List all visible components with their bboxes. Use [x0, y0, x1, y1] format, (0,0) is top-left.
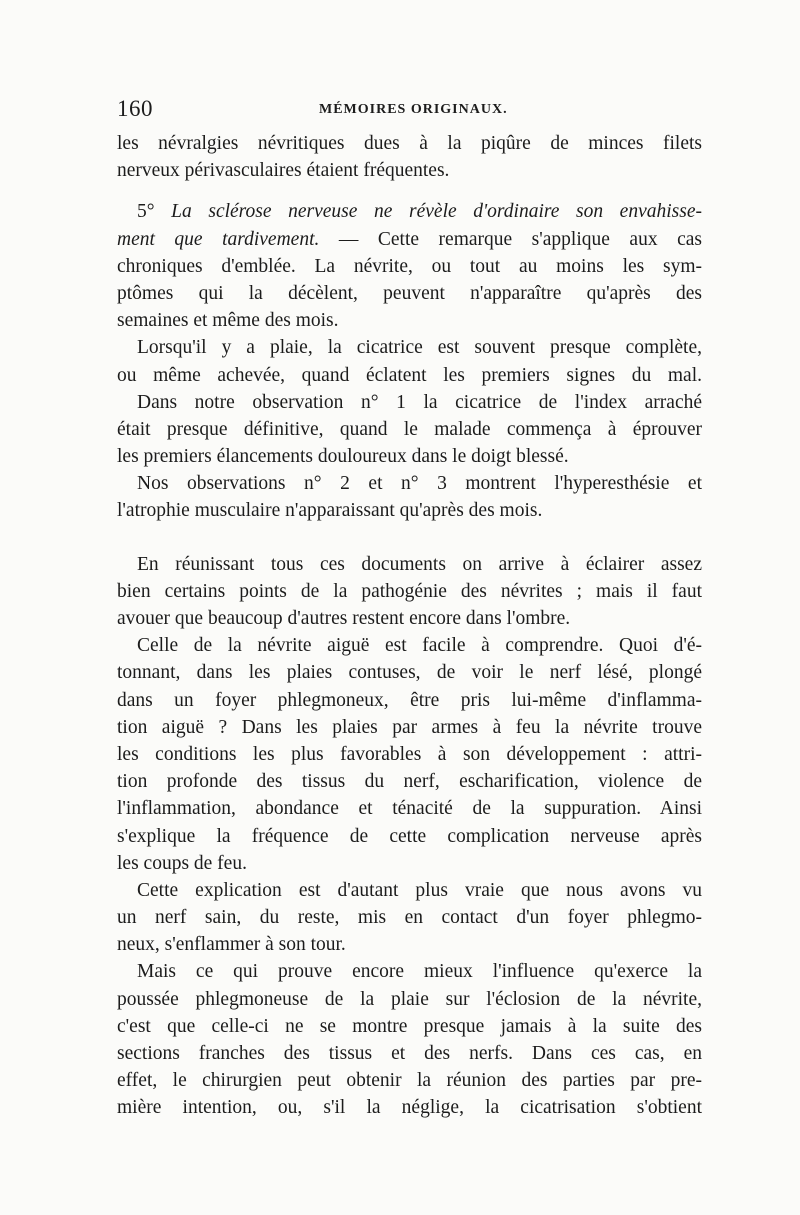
text-line: Celle de la névrite aiguë est facile à comprendre. Quoi d'é- — [137, 635, 702, 657]
text-line: nerveux périvasculaires étaient fréquentes. — [117, 160, 450, 182]
text-line: les névralgies névritiques dues à la piqûre de minces filets — [117, 133, 702, 154]
text-line: mière intention, ou, s'il la néglige, la cicatrisation s'obtient — [117, 1097, 702, 1119]
text-line: chroniques d'emblée. La névrite, ou tout au moins les sym- — [117, 255, 702, 277]
text-line: les conditions les plus favorables à son développement : attri- — [117, 743, 702, 765]
text-line: semaines et même des mois. — [117, 310, 339, 332]
text-line: tonnant, dans les plaies contuses, de voir le nerf lésé, plongé — [117, 662, 702, 684]
point-heading-end: ment que tardivement. — [117, 228, 320, 250]
text-line: les coups de feu. — [117, 852, 247, 874]
text-line: Dans notre observation n° 1 la cicatrice de l'index arraché — [137, 391, 702, 413]
page-number: 160 — [117, 96, 153, 121]
text-line: tion profonde des tissus du nerf, escharification, violence de — [117, 771, 702, 793]
text-line: avouer que beaucoup d'autres restent encore dans l'ombre. — [117, 608, 571, 629]
text-line: les premiers élancements douloureux dans le doigt blessé. — [117, 446, 569, 468]
point-heading: La sclérose nerveuse ne révèle d'ordinaire son envahisse- — [171, 201, 702, 223]
text-line: Lorsqu'il y a plaie, la cicatrice est souvent presque complète, — [137, 337, 702, 359]
point-number: 5° — [137, 201, 172, 223]
point-text: — Cette remarque s'applique aux cas — [319, 228, 702, 250]
page-header — [117, 96, 702, 126]
text-line: dans un foyer phlegmoneux, être pris lui-même d'inflamma- — [117, 689, 702, 711]
text-line: tion aiguë ? Dans les plaies par armes à feu la névrite trouve — [117, 716, 702, 738]
text-line: bien certains points de la pathogénie des névrites ; mais il faut — [117, 580, 702, 602]
text-line — [117, 198, 702, 225]
text-line: un nerf sain, du reste, mis en contact d'un foyer phlegmo- — [117, 907, 702, 929]
paragraph-gap — [117, 184, 702, 198]
text-line: c'est que celle-ci ne se montre presque jamais à la suite des — [117, 1015, 702, 1037]
text-line: neux, s'enflammer à son tour. — [117, 934, 346, 956]
text-line: Nos observations n° 2 et n° 3 montrent l'hyperesthésie et — [137, 473, 702, 495]
text-line: Cette explication est d'autant plus vraie que nous avons vu — [137, 879, 702, 901]
text-line: poussée phlegmoneuse de la plaie sur l'éclosion de la névrite, — [117, 988, 702, 1010]
text-line: sections franches des tissus et des nerfs. Dans ces cas, en — [117, 1043, 702, 1064]
text-line: l'inflammation, abondance et ténacité de la suppuration. Ainsi — [117, 798, 702, 820]
body-text — [117, 130, 702, 1122]
text-line: l'atrophie musculaire n'apparaissant qu'après des mois. — [117, 500, 543, 522]
text-line: En réunissant tous ces documents on arrive à éclairer assez — [137, 553, 702, 575]
running-title: MÉMOIRES ORIGINAUX. — [319, 102, 508, 117]
text-line — [117, 226, 702, 253]
text-line: effet, le chirurgien peut obtenir la réunion des parties par pre- — [117, 1070, 702, 1092]
text-line: s'explique la fréquence de cette complication nerveuse après — [117, 825, 702, 847]
section-gap — [117, 525, 702, 551]
text-line: était presque définitive, quand le malade commença à éprouver — [117, 418, 702, 440]
text-line: ptômes qui la décèlent, peuvent n'apparaître qu'après des — [117, 282, 702, 304]
text-line: Mais ce qui prouve encore mieux l'influence qu'exerce la — [137, 961, 702, 983]
text-line: ou même achevée, quand éclatent les premiers signes du mal. — [117, 364, 702, 386]
